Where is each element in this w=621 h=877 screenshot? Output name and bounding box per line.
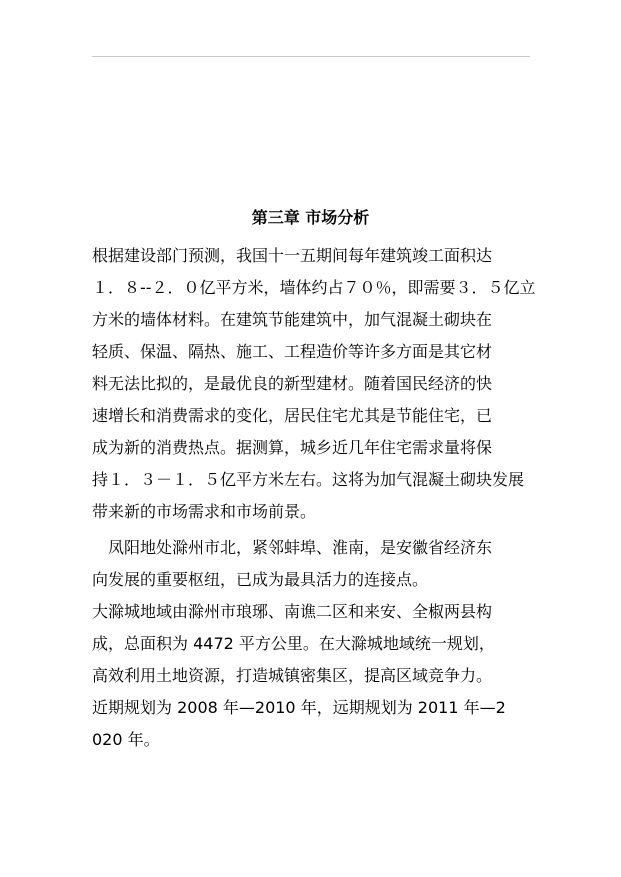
paragraph-1-line-1: 根据建设部门预测，我国十一五期间每年建筑竣工面积达	[92, 246, 493, 265]
paragraph-1-line-6: 速增长和消费需求的变化，居民住宅尤其是节能住宅，已	[92, 406, 493, 425]
paragraph-1-line-8: 持１．３－１．５亿平方米左右。这将为加气混凝土砌块发展	[92, 470, 525, 489]
paragraph-1-line-9: 带来新的市场需求和市场前景。	[92, 502, 317, 521]
paragraph-3-line-4: 近期规划为 2008 年—2010 年，远期规划为 2011 年—2	[92, 698, 506, 717]
chapter-title: 第三章 市场分析	[251, 208, 370, 227]
header-rule	[92, 56, 530, 57]
paragraph-1-line-7: 成为新的消费热点。据测算，城乡近几年住宅需求量将保	[92, 438, 493, 457]
paragraph-2-line-1: 凤阳地处滁州市北，紧邻蚌埠、淮南，是安徽省经济东	[92, 538, 493, 557]
paragraph-2-line-2: 向发展的重要枢纽，已成为最具活力的连接点。	[92, 570, 429, 589]
paragraph-1-line-3: 方米的墙体材料。在建筑节能建筑中，加气混凝土砌块在	[92, 310, 493, 329]
paragraph-1-line-4: 轻质、保温、隔热、施工、工程造价等许多方面是其它材	[92, 342, 493, 361]
paragraph-3-line-5: 020 年。	[92, 730, 160, 749]
paragraph-1-line-5: 料无法比拟的，是最优良的新型建材。随着国民经济的快	[92, 374, 493, 393]
paragraph-3-line-3: 高效利用土地资源，打造城镇密集区，提高区域竞争力。	[92, 666, 493, 685]
paragraph-3-line-1: 大滁城地域由滁州市琅琊、南谯二区和来安、全椒两县构	[92, 602, 493, 621]
paragraph-3-line-2: 成，总面积为 4472 平方公里。在大滁城地域统一规划，	[92, 634, 495, 653]
paragraph-1-line-2: １．８--２．０亿平方米，墙体约占７０％，即需要３．５亿立	[92, 278, 536, 297]
